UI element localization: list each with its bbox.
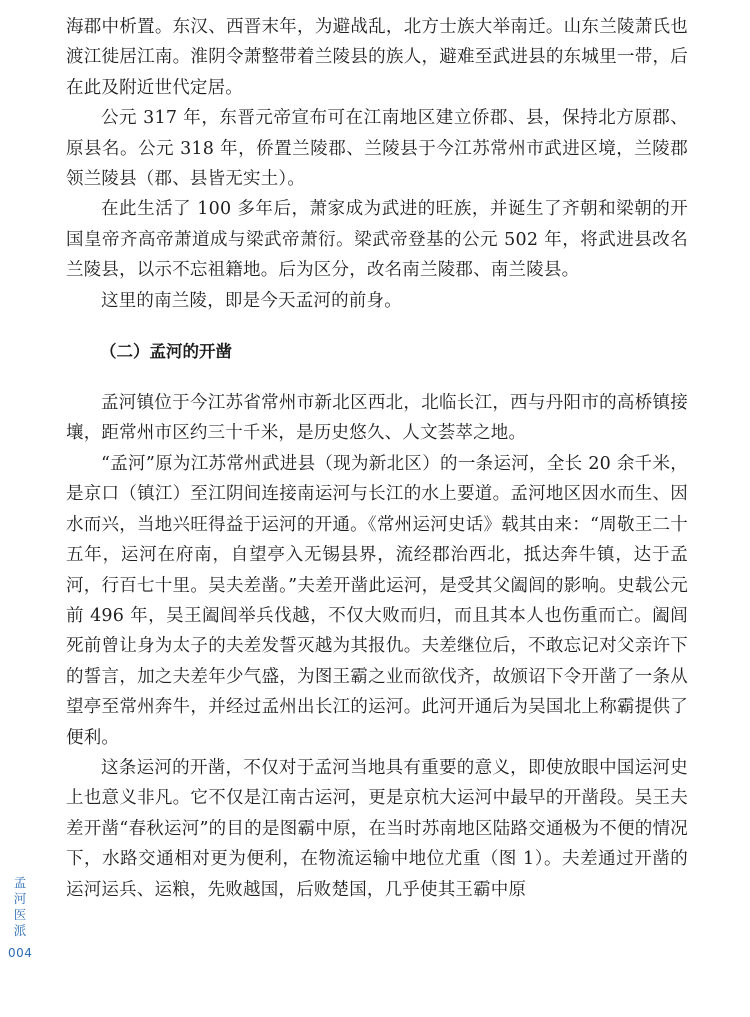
book-title-char-4: 派: [13, 923, 27, 938]
book-title-char-1: 孟: [13, 875, 27, 890]
paragraph-7: 这条运河的开凿，不仅对于孟河当地具有重要的意义，即使放眼中国运河史上也意义非凡。它不仅是江南古运河，更是京杭大运河中最早的开凿段。吴王夫差开凿“春秋运河”的目的是图霸中原，在当时苏南地区陆路交通极为不便的情况下，水路交通相对更为便利，在物流运输中地位尤重（图 1）。夫差通过开凿的运河运兵、运粮，先败越国，后败楚国，几乎使其王霸中原: [66, 757, 688, 900]
paragraph-5: 孟河镇位于今江苏省常州市新北区西北，北临长江，西与丹阳市的高桥镇接壤，距常州市区约三十千米，是历史悠久、人文荟萃之地。: [66, 393, 688, 444]
paragraph-4: 这里的南兰陵，即是今天孟河的前身。: [101, 290, 402, 311]
book-title-char-2: 河: [13, 891, 27, 906]
paragraph-1: 海郡中析置。东汉、西晋末年，为避战乱，北方士族大举南迁。山东兰陵萧氏也渡江徙居江南。淮阴令萧整带着兰陵县的族人，避难至武进县的东城里一带，后在此及附近世代定居。: [66, 17, 688, 98]
book-title-char-3: 医: [13, 907, 27, 922]
body-text: [66, 12, 688, 905]
paragraph-2: 公元 317 年，东晋元帝宣布可在江南地区建立侨郡、县，保持北方原郡、原县名。公元 318 年，侨置兰陵郡、兰陵县于今江苏常州市武进区境，兰陵郡领兰陵县（郡、县皆无实土）。: [66, 108, 688, 190]
section-heading: （二）孟河的开凿: [100, 342, 232, 362]
running-book-title: [10, 875, 30, 939]
page-number: 004: [8, 946, 33, 960]
paragraph-3: 在此生活了 100 多年后，萧家成为武进的旺族，并诞生了齐朝和梁朝的开国皇帝齐高帝萧道成与梁武帝萧衍。梁武帝登基的公元 502 年，将武进县改名兰陵县，以示不忘祖籍地。后为区分，改名南兰陵郡、南兰陵县。: [66, 199, 688, 281]
paragraph-6: “孟河”原为江苏常州武进县（现为新北区）的一条运河，全长 20 余千米，是京口（镇江）至江阴间连接南运河与长江的水上要道。孟河地区因水而生、因水而兴，当地兴旺得益于运河的开通。《常州运河史话》载其由来：“周敬王二十五年，运河在府南，自望亭入无锡县界，流经郡治西北，抵达奔牛镇，达于孟河，行百七十里。吴夫差凿。”夫差开凿此运河，是受其父阖闾的影响。史载公元前 496 年，吴王阖闾举兵伐越，不仅大败而归，而且其本人也伤重而亡。阖闾死前曾让身为太子的夫差发誓灭越为其报仇。夫差继位后，不敢忘记对父亲许下的誓言，加之夫差年少气盛，为图王霸之业而欲伐齐，故颁诏下令开凿了一条从望亭至常州奔牛，并经过孟州出长江的运河。此河开通后为吴国北上称霸提供了便利。: [66, 453, 688, 748]
